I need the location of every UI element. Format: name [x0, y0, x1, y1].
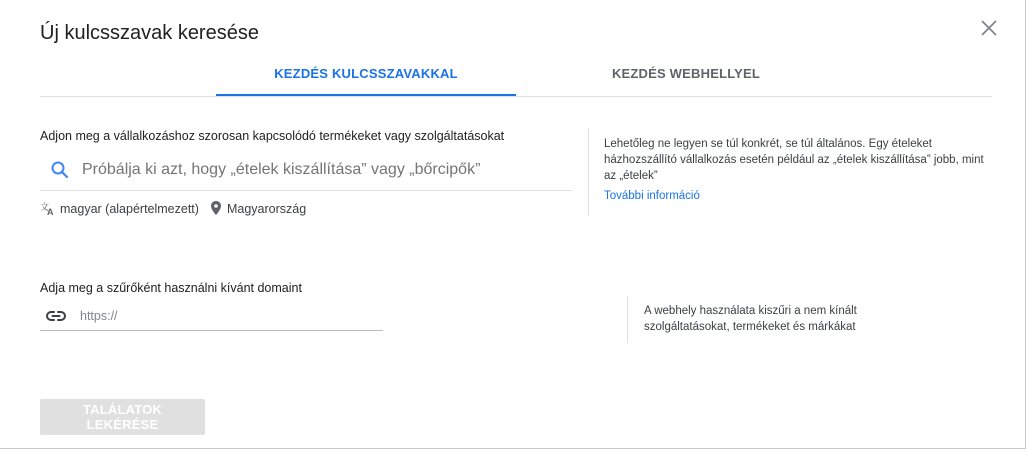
domain-input[interactable]: [80, 306, 370, 326]
tab-website[interactable]: KEZDÉS WEBHELLYEL: [611, 65, 761, 81]
location-selector[interactable]: [209, 200, 306, 219]
keyword-search-input[interactable]: [82, 158, 562, 182]
keywords-help-text: Lehetőleg ne legyen se túl konkrét, se túl általános. Egy ételeket házhozszállító vállalkozás esetén például az „ételek kiszállítása” jobb, mint az „ételek”: [604, 138, 984, 182]
language-selector[interactable]: [40, 200, 199, 219]
translate-icon: [40, 200, 60, 219]
location-value: Magyarország: [226, 202, 307, 216]
more-info-link[interactable]: További információ: [604, 190, 700, 202]
tab-bar: [40, 52, 992, 97]
keywords-label: Adjon meg a vállalkozáshoz szorosan kapcsolódó termékeket vagy szolgáltatásokat: [40, 129, 505, 143]
language-value: magyar (alapértelmezett): [60, 202, 199, 216]
close-icon[interactable]: [978, 17, 1000, 39]
tab-keywords[interactable]: KEZDÉS KULCSSZAVAKKAL: [216, 52, 516, 96]
domain-field: [40, 302, 383, 331]
link-icon: [45, 306, 67, 326]
keywords-help: [604, 136, 984, 204]
dialog-title: Új kulcsszavak keresése: [40, 22, 259, 44]
targeting-row: [40, 200, 316, 218]
svg-text:文: 文: [40, 201, 50, 212]
get-results-button[interactable]: TALÁLATOK LEKÉRÉSE: [40, 399, 205, 435]
domain-label: Adja meg a szűrőként használni kívánt domaint: [40, 281, 302, 295]
divider: [627, 296, 628, 343]
search-icon: [50, 160, 70, 180]
location-pin-icon: [209, 200, 227, 219]
keyword-search-field: [40, 150, 572, 191]
svg-text:A: A: [47, 206, 54, 216]
domain-help-text: A webhely használata kiszűri a nem kínált szolgáltatásokat, termékeket és márkákat: [644, 305, 857, 333]
divider: [588, 128, 589, 216]
